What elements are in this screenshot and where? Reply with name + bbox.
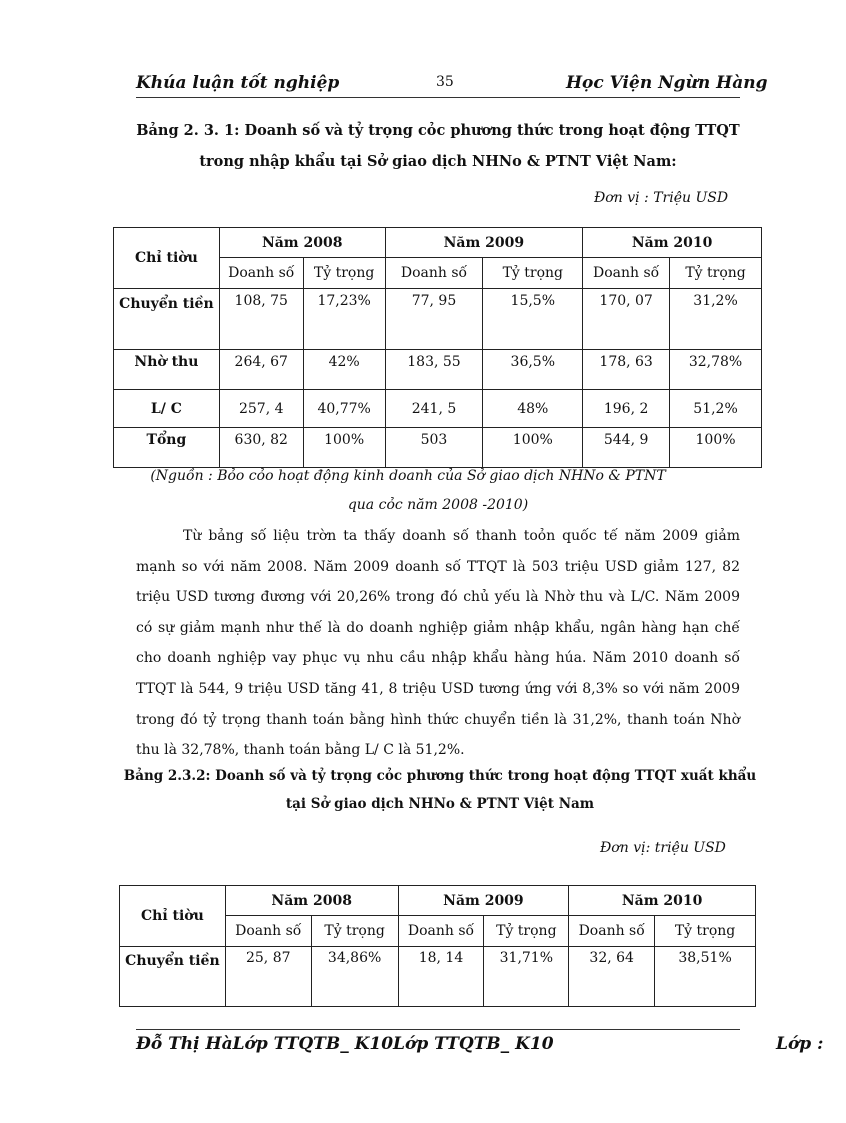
table-cell: 183, 55 [385,350,483,390]
table-cell: 100% [483,428,583,468]
table-cell: 100% [670,428,762,468]
table1-subheader: Tỷ trọng [483,258,583,289]
row-label: Chuyển tiền [114,289,220,350]
table-cell: 77, 95 [385,289,483,350]
header-title-left: Khúa luận tốt nghiệp [136,73,340,93]
table-cell: 25, 87 [225,947,311,1007]
table-cell: 170, 07 [583,289,670,350]
table-row [114,390,762,428]
footer-divider [136,1029,740,1030]
table2-subheader: Tỷ trọng [484,916,569,947]
table1-subheader: Doanh số [385,258,483,289]
table2-subheader: Tỷ trọng [311,916,398,947]
table-cell: 32,78% [670,350,762,390]
table-cell: 630, 82 [219,428,303,468]
table1-source-line2: qua cỏc năm 2008 -2010) [347,497,529,513]
table2-title-line2: tại Sở giao dịch NHNo & PTNT Việt Nam [285,796,595,812]
table-cell: 48% [483,390,583,428]
table-cell: 264, 67 [219,350,303,390]
table2 [119,885,756,1007]
row-label: Tổng [114,428,220,468]
table-cell: 31,71% [484,947,569,1007]
table-cell: 32, 64 [569,947,655,1007]
table-cell: 108, 75 [219,289,303,350]
table-cell: 31,2% [670,289,762,350]
table2-title [120,762,760,818]
row-label: Chuyển tiền [120,947,226,1007]
footer-author: Đỗ Thị HàLớp TTQTB_ K10Lớp TTQTB_ K10 [136,1034,554,1054]
header-divider [136,97,740,98]
table1-header-year: Năm 2008 [219,228,385,258]
table-row [114,350,762,390]
row-label: Nhờ thu [114,350,220,390]
table2-header-year: Năm 2008 [225,886,398,916]
table2-subheader: Doanh số [398,916,484,947]
table2-header-indicator: Chỉ tiờu [120,886,226,947]
table-cell: 503 [385,428,483,468]
table1-header-year: Năm 2010 [583,228,762,258]
table-cell: 544, 9 [583,428,670,468]
table1-subheader: Tỷ trọng [303,258,385,289]
row-label: L/ C [114,390,220,428]
table2-subheader: Tỷ trọng [655,916,756,947]
table1-header-year: Năm 2009 [385,228,583,258]
body-paragraph [136,521,740,766]
table1-subheader: Tỷ trọng [670,258,762,289]
table2-subheader: Doanh số [225,916,311,947]
table-cell: 40,77% [303,390,385,428]
table2-header-year: Năm 2009 [398,886,569,916]
header-title-right: Học Viện Ngừn Hàng [566,73,768,93]
table-cell: 18, 14 [398,947,484,1007]
table1-title-line2: trong nhập khẩu tại Sở giao dịch NHNo & PTNT Việt Nam: [199,153,677,170]
table-row [120,947,756,1007]
table-cell: 17,23% [303,289,385,350]
table-row [114,289,762,350]
table1 [113,227,762,468]
table1-subheader: Doanh số [219,258,303,289]
table-cell: 42% [303,350,385,390]
table-cell: 34,86% [311,947,398,1007]
table1-subheader: Doanh số [583,258,670,289]
table-cell: 178, 63 [583,350,670,390]
table2-subheader: Doanh số [569,916,655,947]
table-cell: 15,5% [483,289,583,350]
table-cell: 100% [303,428,385,468]
table-cell: 51,2% [670,390,762,428]
paragraph-text: Từ bảng số liệu trờn ta thấy doanh số thanh toỏn quốc tế năm 2009 giảm mạnh so với năm 2008. Năm 2009 doanh số TTQT là 503 triệu USD giảm 127, 82 triệu USD tương đương với 20,26% trong đó chủ yếu là Nhờ thu và L/C. Năm 2009 có sự giảm mạnh như thế là do doanh nghiệp giảm nhập khẩu, ngân hàng hạn chế cho doanh nghiệp vay phục vụ nhu cầu nhập khẩu hàng húa. Năm 2010 doanh số TTQT là 544, 9 triệu USD tăng 41, 8 triệu USD tương ứng với 8,3% so với năm 2009 trong đó tỷ trọng thanh toán bằng hình thức chuyển tiền là 31,2%, thanh toán Nhờ thu là 32,78%, thanh toán bằng L/ C là 51,2%. [136,528,740,759]
table2-unit: Đơn vị: triệu USD [600,840,726,856]
table-cell: 38,51% [655,947,756,1007]
footer-class-label: Lớp : [776,1034,824,1054]
table1-header-indicator: Chỉ tiờu [114,228,220,289]
table1-title-line1: Bảng 2. 3. 1: Doanh số và tỷ trọng cỏc phương thức trong hoạt động TTQT [136,122,740,139]
table2-title-line1: Bảng 2.3.2: Doanh số và tỷ trọng cỏc phương thức trong hoạt động TTQT xuất khẩu [123,768,757,784]
table1-unit: Đơn vị : Triệu USD [594,190,729,206]
page-number: 35 [436,74,454,90]
table-cell: 241, 5 [385,390,483,428]
table-row [114,428,762,468]
table-cell: 257, 4 [219,390,303,428]
table1-source-line1: (Nguồn : Bỏo cỏo hoạt động kinh doanh của Sở giao dịch NHNo & PTNT [150,468,666,484]
table-cell: 36,5% [483,350,583,390]
table-cell: 196, 2 [583,390,670,428]
table2-header-year: Năm 2010 [569,886,756,916]
